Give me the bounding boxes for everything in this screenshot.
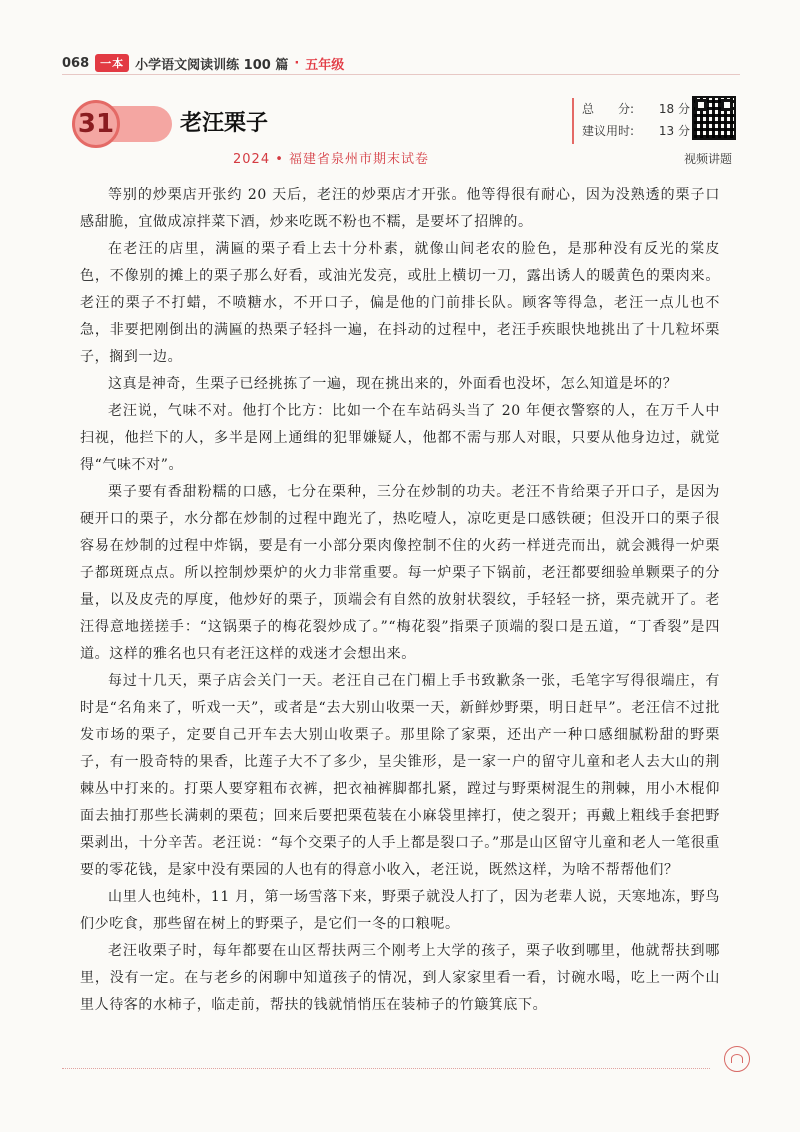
separator-dot: ·: [294, 55, 300, 71]
article-body: [80, 182, 720, 1019]
suggested-time-label: 建议用时:: [582, 124, 635, 138]
total-score-row: [582, 98, 690, 120]
series-title: 小学语文阅读训练 100 篇: [135, 57, 289, 73]
footer-divider: [62, 1068, 710, 1069]
score-info-box: [572, 98, 690, 144]
article-paragraph: 等别的炒栗店开张约 20 天后，老汪的炒栗店才开张。他等得很有耐心，因为没熟透的栗子口感甜脆，宜做成凉拌菜下酒，炒来吃既不粉也不糯，是要坏了招牌的。: [80, 187, 720, 230]
article-paragraph: 这真是神奇，生栗子已经挑拣了一遍，现在挑出来的，外面看也没坏，怎么知道是坏的？: [108, 376, 678, 392]
video-explanation-label: 视频讲题: [684, 152, 733, 166]
article-paragraph: 山里人也纯朴，11 月，第一场雪落下来，野栗子就没人打了，因为老辈人说，天寒地冻，野鸟们少吃食，那些留在树上的野栗子，是它们一冬的口粮呢。: [80, 889, 720, 932]
total-score-label: 总 分:: [582, 102, 635, 116]
suggested-time-value: 13 分: [658, 124, 690, 138]
article-paragraph: 栗子要有香甜粉糯的口感，七分在栗种，三分在炒制的功夫。老汪不肯给栗子开口子，是因为硬开口的栗子，水分都在炒制的过程中跑光了，热吃噎人，凉吃更是口感铁硬；但没开口的栗子很容易在炒制的过程中炸锅，要是有一小部分栗肉像控制不住的火药一样迸壳而出，就会溅得一炉栗子都斑斑点点。所以控制炒栗炉的火力非常重要。每一炉栗子下锅前，老汪都要细验单颗栗子的分量，以及皮壳的厚度，他炒好的栗子，顶端会有自然的放射状裂纹，手轻轻一挤，栗壳就开了。老汪得意地搓搓手：“这锅栗子的梅花裂炒成了。”“梅花裂”指栗子顶端的裂口是五道，“丁香裂”是四道。这样的雅名也只有老汪这样的戏迷才会想出来。: [80, 484, 720, 662]
page-number: 068: [62, 55, 90, 71]
grade-label: 五年级: [305, 57, 345, 73]
decorative-corner-icon: [724, 1046, 750, 1072]
article-paragraph: 每过十几天，栗子店会关门一天。老汪自己在门楣上手书致歉条一张，毛笔字写得很端庄，有时是“名角来了，听戏一天”，或者是“去大别山收栗一天，新鲜炒野栗，明日赶早”。老汪信不过批发市场的栗子，定要自己开车去大别山收栗子。那里除了家栗，还出产一种口感细腻粉甜的野栗子，有一股奇特的果香，比莲子大不了多少，呈尖锥形，是一家一户的留守儿童和老人去大山的荆棘丛中打来的。打栗人要穿粗布衣裤，把衣袖裤脚都扎紧，蹚过与野栗树混生的荆棘，用小木棍仰面去抽打那些长满刺的栗苞；回来后要把栗苞装在小麻袋里摔打，使之裂开；再戴上粗线手套把野栗剥出，十分辛苦。老汪说：“每个交栗子的人手上都是裂口子。”那是山区留守儿童和老人一笔很重要的零花钱，是家中没有栗园的人也有的得意小收入，老汪说，既然这样，为啥不帮帮他们？: [80, 673, 720, 878]
header-divider: [62, 74, 740, 75]
lesson-title: 老汪栗子: [180, 111, 269, 136]
article-paragraph: 老汪说，气味不对。他打个比方：比如一个在车站码头当了 20 年便衣警察的人，在万千人中扫视，他拦下的人，多半是网上通缉的犯罪嫌疑人，他都不需与那人对眼，只要从他身边过，就觉得“气味不对”。: [80, 403, 720, 473]
total-score-value: 18 分: [658, 102, 690, 116]
lesson-number-badge: [72, 100, 168, 148]
running-header: [62, 52, 344, 74]
qr-code-icon[interactable]: [692, 96, 736, 140]
article-paragraph: 在老汪的店里，满匾的栗子看上去十分朴素，就像山间老农的脸色，是那种没有反光的棠皮色，不像别的摊上的栗子那么好看，或油光发亮，或肚上横切一刀，露出诱人的暖黄色的栗肉来。老汪的栗子不打蜡，不喷糖水，不开口子，偏是他的门前排长队。顾客等得急，老汪一点儿也不急，非要把刚倒出的满匾的热栗子轻抖一遍，在抖动的过程中，老汪手疾眼快地挑出了十几粒坏栗子，搁到一边。: [80, 241, 720, 365]
brand-logo: 一本: [95, 54, 129, 72]
suggested-time-row: [582, 120, 690, 142]
lesson-source: 2024 • 福建省泉州市期末试卷: [233, 152, 430, 167]
lesson-number: 31: [72, 100, 120, 148]
article-paragraph: 老汪收栗子时，每年都要在山区帮扶两三个刚考上大学的孩子，栗子收到哪里，他就帮扶到哪里，没有一定。在与老乡的闲聊中知道孩子的情况，到人家家里看一看，讨碗水喝，吃上一两个山里人待客的水柿子，临走前，帮扶的钱就悄悄压在装柿子的竹簸箕底下。: [80, 943, 720, 1013]
